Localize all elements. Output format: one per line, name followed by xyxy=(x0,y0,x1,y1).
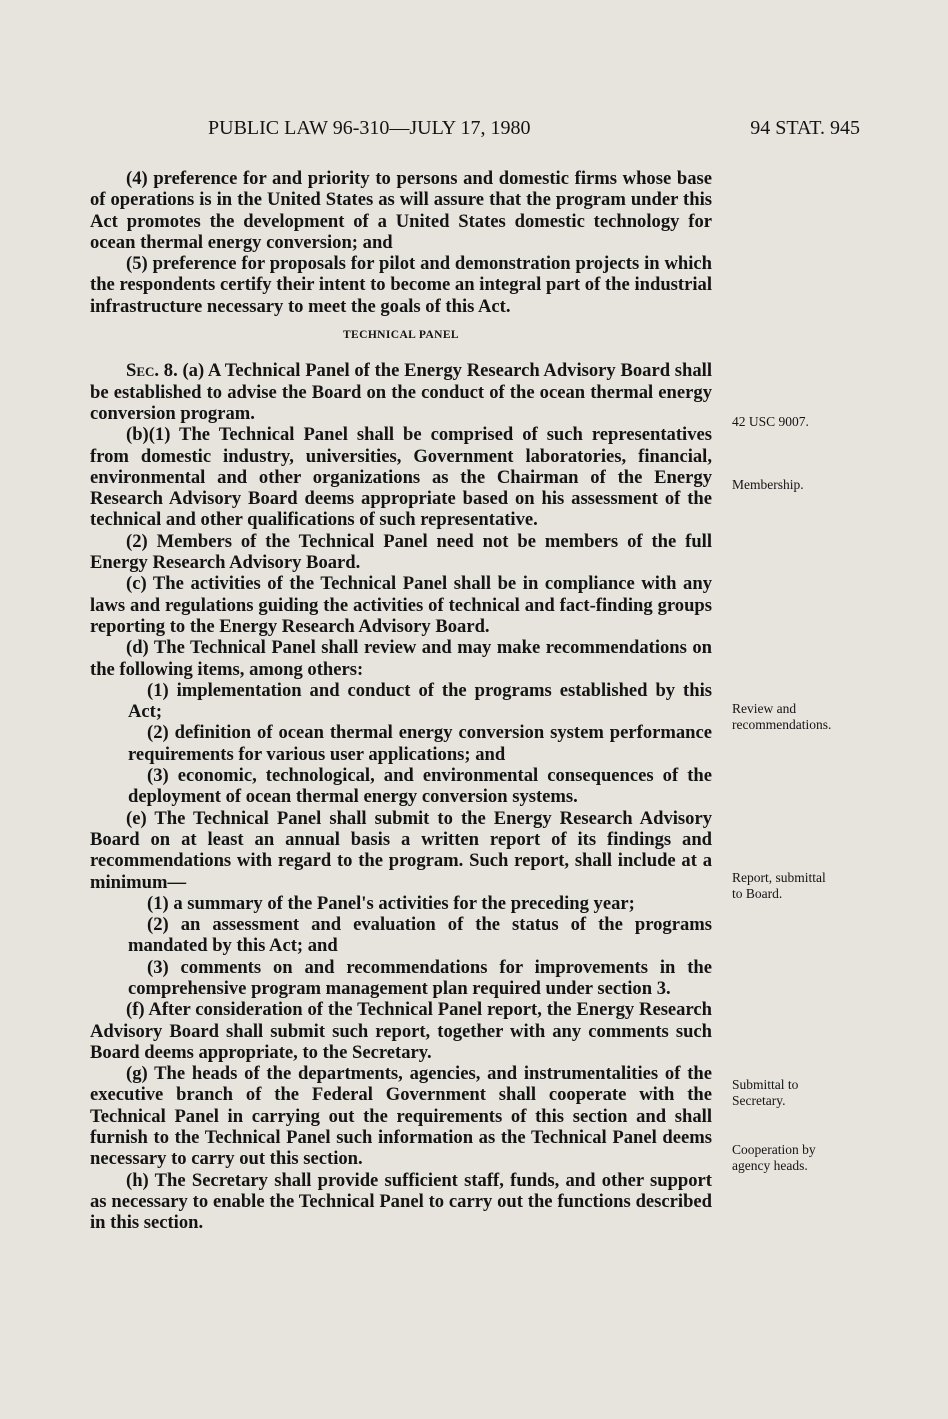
page-header xyxy=(90,117,860,147)
paragraph-5-preference: (5) preference for proposals for pilot and demonstration projects in which the respondents certify their intent to become an integral part of the industrial infrastructure necessary to meet the goals of this Act. xyxy=(90,253,712,317)
sec8-a-text: 8. (a) A Technical Panel of the Energy Research Advisory Board shall be established to advise the Board on the conduct of the ocean thermal energy conversion program. xyxy=(90,360,712,424)
paragraph-e: (e) The Technical Panel shall submit to the Energy Research Advisory Board on at least an annual basis a written report of its findings and recommendations with regard to the program. Such report, shall include at a minimum— xyxy=(90,807,712,893)
paragraph-b1: (b)(1) The Technical Panel shall be comprised of such representatives from domestic industry, universities, Government laboratories, financial, environmental and other organizations as the Chairman of the Energy Research Advisory Board deems appropriate based on his assessment of the technical and other qualifications of such representative. xyxy=(90,424,712,531)
paragraph-e3: (3) comments on and recommendations for improvements in the comprehensive program management plan required under section 3. xyxy=(128,956,712,999)
body-text xyxy=(90,168,712,1234)
sec-label: Sec. xyxy=(126,360,160,382)
paragraph-sec8-a xyxy=(90,360,712,424)
paragraph-d1: (1) implementation and conduct of the programs established by this Act; xyxy=(128,679,712,723)
paragraph-g: (g) The heads of the departments, agencies, and instrumentalities of the executive branch of the Federal Government shall cooperate with the Technical Panel in carrying out the requirements of this section and shall furnish to the Technical Panel such information as the Technical Panel deems necessary to carry out this section. xyxy=(90,1063,712,1170)
paragraph-f: (f) After consideration of the Technical Panel report, the Energy Research Advisory Board shall submit such report, together with any comments such Board deems appropriate, to the Secretary. xyxy=(90,999,712,1063)
paragraph-h: (h) The Secretary shall provide sufficient staff, funds, and other support as necessary to enable the Technical Panel to carry out the functions described in this section. xyxy=(90,1169,712,1234)
paragraph-d: (d) The Technical Panel shall review and may make recommendations on the following items, among others: xyxy=(90,637,712,680)
paragraph-e2: (2) an assessment and evaluation of the status of the programs mandated by this Act; and xyxy=(128,914,712,957)
paragraph-d2: (2) definition of ocean thermal energy conversion system performance requirements for various user applications; and xyxy=(128,722,712,765)
margin-note-review: Review and recommendations. xyxy=(732,701,832,732)
paragraph-c: (c) The activities of the Technical Panel shall be in compliance with any laws and regulations guiding the activities of technical and fact-finding groups reporting to the Energy Research Advisory Board. xyxy=(90,573,712,637)
paragraph-b2: (2) Members of the Technical Panel need not be members of the full Energy Research Advisory Board. xyxy=(90,530,712,574)
paragraph-4-preference: (4) preference for and priority to persons and domestic firms whose base of operations is in the United States as will assure that the program under this Act promotes the development of a United States domestic technology for ocean thermal energy conversion; and xyxy=(90,168,712,253)
margin-note-report: Report, submittal to Board. xyxy=(732,870,826,901)
law-title: PUBLIC LAW 96-310—JULY 17, 1980 xyxy=(208,117,531,139)
margin-note-cooperation: Cooperation by agency heads. xyxy=(732,1142,816,1173)
section-heading: TECHNICAL PANEL xyxy=(342,329,459,342)
margin-note-membership: Membership. xyxy=(732,477,804,492)
statute-page-number: 94 STAT. 945 xyxy=(750,117,860,139)
paragraph-e1: (1) a summary of the Panel's activities for the preceding year; xyxy=(147,892,635,914)
paragraph-d3: (3) economic, technological, and environmental consequences of the deployment of ocean thermal energy conversion systems. xyxy=(128,765,712,808)
margin-note-usc: 42 USC 9007. xyxy=(732,414,809,429)
margin-note-submittal: Submittal to Secretary. xyxy=(732,1077,799,1108)
